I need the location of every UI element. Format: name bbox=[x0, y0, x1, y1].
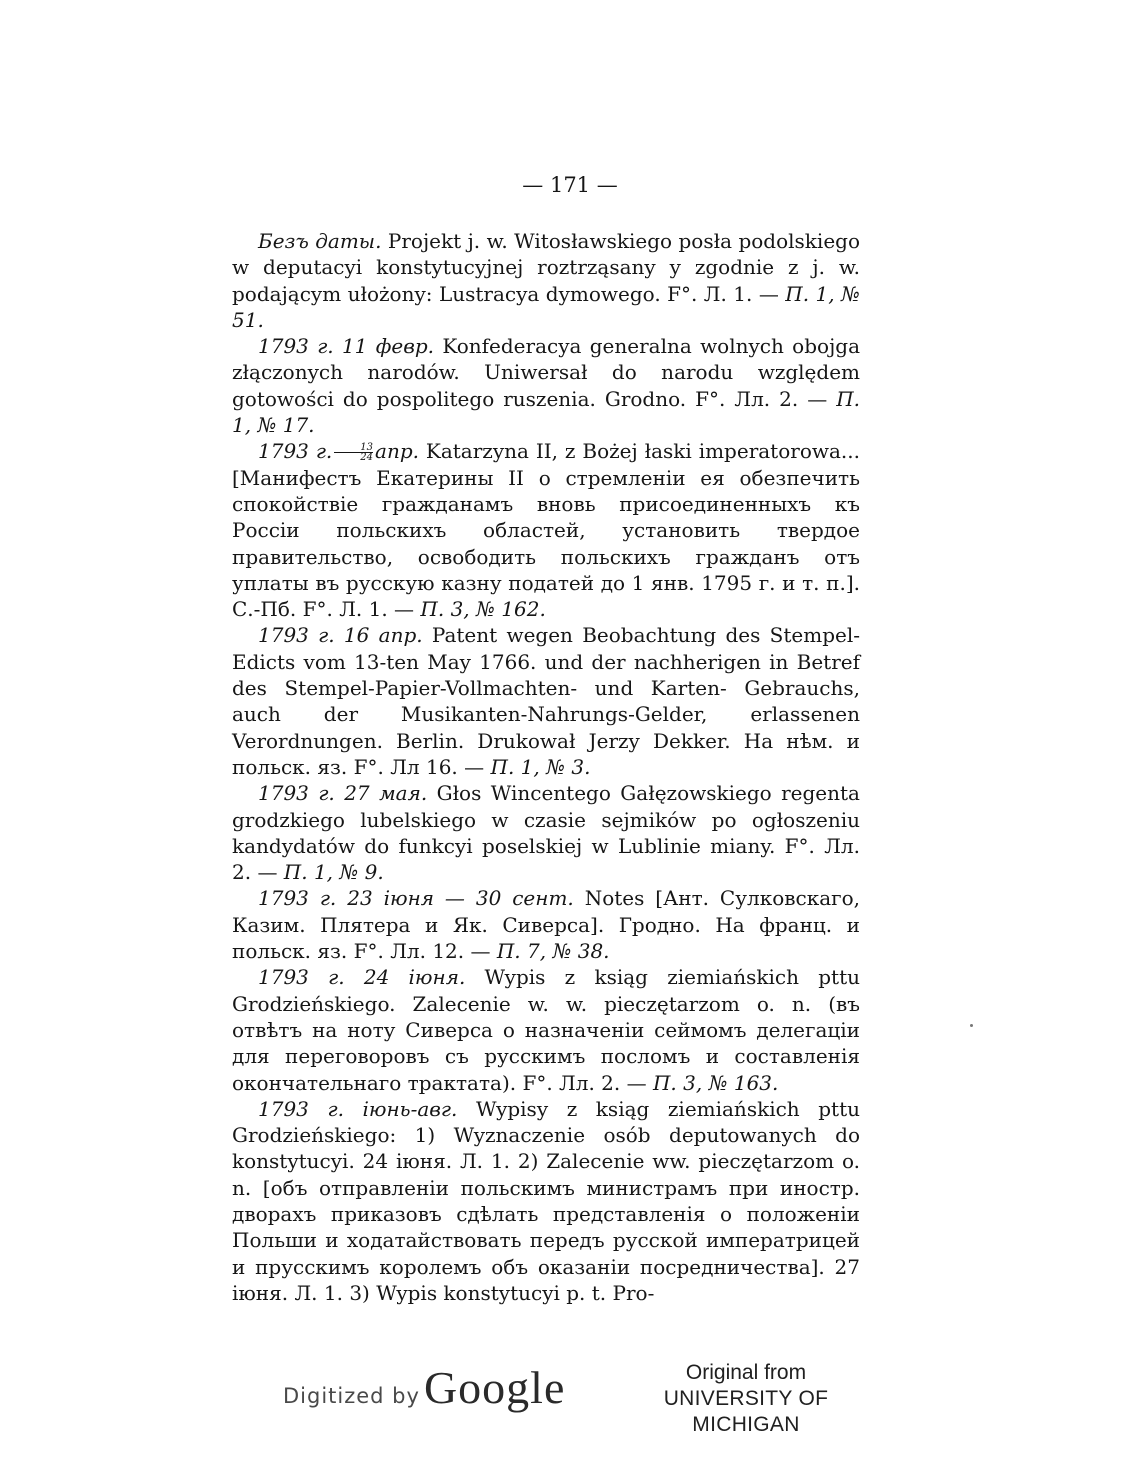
entry-date: 1793 г. 11 февр. bbox=[258, 334, 435, 359]
entry-text: Konfederacya generalna wolnych obojga złączonych narodów. Uniwersał do narodu względem gotowości do pospolitego ruszenia. Grodno. F°. Лл. 2. — bbox=[232, 334, 860, 411]
entry-2 bbox=[232, 333, 860, 438]
entry-4 bbox=[232, 622, 860, 780]
entry-3 bbox=[232, 438, 860, 622]
entry-text: Notes [Ант. Сулковскаго, Казим. Плятера и Як. Сиверса]. Гродно. На франц. и польск. яз. F°. Лл. 12. — bbox=[232, 886, 860, 964]
page-number: — 171 — bbox=[522, 173, 618, 197]
catalog-entries bbox=[232, 228, 860, 1306]
entry-reference: П. 1, № 51. bbox=[232, 281, 860, 332]
entry-8 bbox=[232, 1096, 860, 1306]
digitized-by-google bbox=[283, 1361, 566, 1413]
entry-5 bbox=[232, 780, 860, 885]
entry-reference: П. 1, № 3. bbox=[490, 754, 591, 779]
fraction-numerator: 13 bbox=[334, 443, 373, 453]
entry-date: Безъ даты. bbox=[258, 229, 382, 253]
entry-text: Patent wegen Beobachtung des Stempel-Edicts vom 13-ten May 1766. und der nachherigen in Betref des Stempel-Papier-Vollmachten- und Karten- Gebrauchs, auch der Musikanten-Nahrungs-Gelder, erlassenen Verordnungen. Berlin. Drukował Jerzy Dekker. На нѣм. и польск. яз. F°. Лл 16. — bbox=[232, 623, 860, 779]
entry-text: Wypis z ksiąg ziemiańskich pttu Grodzieńskiego. Zalecenie w. w. pieczętarzom o. n. (въ отвѣтъ на ноту Сиверса о назначеніи сеймомъ делегаціи для переговоровъ съ русскимъ посломъ и составленія окончательнаго трактата). F°. Лл. 2. — bbox=[232, 965, 860, 1095]
entry-1 bbox=[232, 228, 860, 333]
date-fraction bbox=[334, 443, 373, 462]
entry-date: 1793 г. 16 апр. bbox=[258, 623, 423, 648]
original-from-label: Original from bbox=[685, 1361, 807, 1384]
entry-date: 1793 г. іюнь-авг. bbox=[258, 1096, 458, 1121]
digitized-label: Digitized by bbox=[283, 1384, 420, 1408]
entry-reference: П. 3, № 163. bbox=[652, 1070, 779, 1095]
entry-7 bbox=[232, 964, 860, 1095]
entry-text: Głos Wincentego Gałęzowskiego regenta grodzkiego lubelskiego w czasie sejmików po ogłoszeniu kandydatów do funkcyi poselskiej w Lublinie miany. F°. Лл. 2. — bbox=[232, 781, 860, 885]
entry-date: 1793 г. 23 іюня — 30 сент. bbox=[258, 886, 574, 911]
fraction-denominator: 24 bbox=[360, 452, 374, 464]
entry-date-prefix: 1793 г. bbox=[258, 439, 333, 464]
entry-reference: П. 3, № 162. bbox=[420, 597, 546, 622]
entry-reference: П. 1, № 9. bbox=[283, 860, 384, 885]
entry-text: Projekt j. w. Witosławskiego posła podolskiego w deputacyi konstytucyjnej roztrząsany y zgodnie z j. w. podającym ułożony: Lustracya dymowego. F°. Л. 1. — bbox=[232, 229, 861, 306]
entry-reference: П. 1, № 17. bbox=[232, 386, 860, 438]
entry-reference: П. 7, № 38. bbox=[496, 939, 610, 964]
entry-date-suffix: апр. bbox=[375, 439, 419, 464]
scan-speck bbox=[970, 1024, 973, 1027]
entry-date: 1793 г. 24 іюня. bbox=[258, 965, 466, 990]
google-wordmark: Google bbox=[423, 1362, 566, 1413]
entry-text: Wypisy z ksiąg ziemiańskich pttu Grodzieńskiego: 1) Wyznaczenie osób deputowanych do konstytucyi. 24 іюня. Л. 1. 2) Zalecenie ww. pieczętarzom o. n. [объ отправленіи польскимъ министрамъ при иностр. дворахъ приказовъ сдѣлать представленія о положеніи Польши и ходатайствовать передъ русской императрицей и прусскимъ королемъ объ оказаніи посредничества]. 27 іюня. Л. 1. 3) Wypis konstytucyi p. t. Pro- bbox=[232, 1096, 861, 1305]
entry-text: Katarzyna II, z Bożej łaski imperatorowa... [Манифестъ Екатерины II о стремленіи ея обезпечить спокойствіе гражданамъ вновь присоединенныхъ къ Россіи польскихъ областей, установить твердое правительство, освободить польскихъ гражданъ отъ уплаты въ русскую казну податей до 1 янв. 1795 г. и т. п.]. С.-Пб. F°. Л. 1. — bbox=[232, 439, 860, 622]
entry-date: 1793 г. 27 мая. bbox=[258, 781, 428, 806]
original-source bbox=[626, 1360, 866, 1438]
entry-6 bbox=[232, 885, 860, 964]
university-label: UNIVERSITY OF MICHIGAN bbox=[663, 1387, 829, 1436]
